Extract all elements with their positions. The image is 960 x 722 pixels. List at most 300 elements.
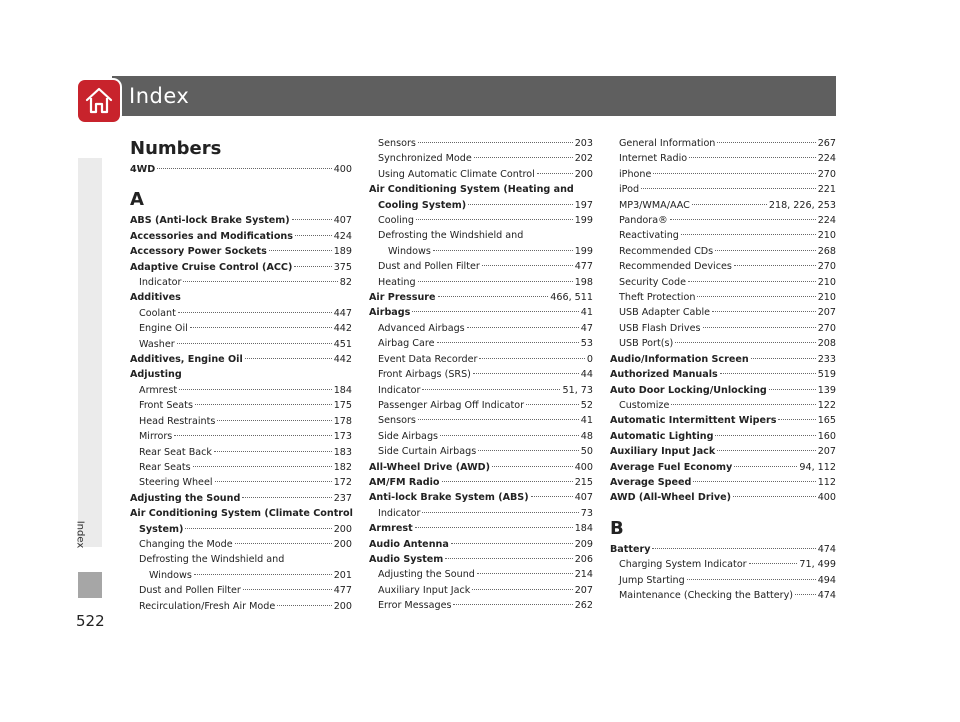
index-entry[interactable]: [610, 444, 836, 459]
entry-term: Indicator: [378, 384, 421, 396]
entry-term: Airbags: [369, 307, 411, 319]
entry-term: iPod: [619, 184, 640, 196]
entry-page-ref[interactable]: 51, 73: [562, 384, 593, 396]
index-entry[interactable]: [369, 521, 593, 536]
dot-leader: [292, 219, 332, 220]
entry-term: Sensors: [378, 415, 416, 427]
dot-leader: [177, 343, 332, 344]
index-entry-heading: Defrosting the Windshield and: [139, 554, 285, 566]
dot-leader: [193, 466, 332, 467]
dot-leader: [433, 250, 573, 251]
dot-leader: [693, 481, 815, 482]
entry-page-ref[interactable]: 0: [586, 353, 593, 365]
dot-leader: [277, 605, 331, 606]
entry-term: Changing the Mode: [139, 538, 233, 550]
index-entry[interactable]: [130, 306, 352, 321]
entry-page-ref[interactable]: 183: [333, 446, 352, 458]
entry-term: Dust and Pollen Filter: [139, 585, 241, 597]
index-entry[interactable]: [369, 290, 593, 305]
entry-term: Authorized Manuals: [610, 369, 718, 381]
entry-page-ref[interactable]: 442: [333, 354, 352, 366]
entry-term: Security Code: [619, 276, 687, 288]
entry-term: Cooling: [378, 215, 414, 227]
entry-page-ref[interactable]: 494: [817, 574, 836, 586]
dot-leader: [653, 173, 815, 174]
home-icon: [83, 85, 115, 117]
entry-term: Airbag Care: [378, 338, 435, 350]
index-column-2: [369, 136, 593, 614]
entry-page-ref[interactable]: 466, 511: [550, 292, 593, 304]
entry-page-ref[interactable]: 407: [574, 492, 593, 504]
index-entry[interactable]: [369, 305, 593, 320]
index-entry-heading: Adjusting: [130, 369, 182, 381]
index-entry[interactable]: [610, 182, 836, 197]
entry-page-ref[interactable]: 474: [817, 589, 836, 601]
dot-leader: [652, 548, 815, 549]
entry-page-ref[interactable]: 400: [574, 461, 593, 473]
index-column-1: [130, 136, 352, 614]
index-entry[interactable]: [610, 352, 836, 367]
entry-page-ref[interactable]: 173: [333, 431, 352, 443]
index-entry[interactable]: [369, 506, 593, 521]
entry-page-ref[interactable]: 175: [333, 400, 352, 412]
entry-page-ref[interactable]: 203: [574, 138, 593, 149]
index-entry[interactable]: [130, 537, 352, 552]
index-entry[interactable]: [130, 162, 352, 177]
entry-page-ref[interactable]: 207: [817, 307, 836, 319]
index-entry[interactable]: [610, 213, 836, 228]
dot-leader: [734, 466, 797, 467]
entry-term: Average Fuel Economy: [610, 461, 733, 473]
index-entry[interactable]: [610, 383, 836, 398]
index-entry-heading: Additives: [130, 292, 181, 304]
index-entry[interactable]: [130, 383, 352, 398]
entry-term: General Information: [619, 138, 716, 149]
index-entry[interactable]: [369, 275, 593, 290]
index-entry[interactable]: [130, 244, 352, 259]
section-heading: Numbers: [130, 138, 222, 159]
entry-term: Anti-lock Brake System (ABS): [369, 492, 529, 504]
entry-page-ref[interactable]: 400: [333, 164, 352, 175]
dot-leader: [478, 450, 579, 451]
entry-page-ref[interactable]: 210: [817, 276, 836, 288]
dot-leader: [215, 481, 332, 482]
index-entry[interactable]: [130, 583, 352, 598]
entry-term: Automatic Lighting: [610, 430, 714, 442]
entry-page-ref[interactable]: 270: [817, 322, 836, 334]
entry-page-ref[interactable]: 199: [574, 215, 593, 227]
entry-page-ref[interactable]: 519: [817, 369, 836, 381]
entry-page-ref[interactable]: 207: [817, 446, 836, 458]
dot-leader: [749, 563, 798, 564]
entry-page-ref[interactable]: 182: [333, 461, 352, 473]
entry-term: Air Pressure: [369, 292, 436, 304]
dot-leader: [687, 579, 816, 580]
entry-page-ref[interactable]: 270: [817, 168, 836, 180]
entry-term: Sensors: [378, 138, 416, 149]
entry-page-ref[interactable]: 41: [580, 415, 593, 427]
entry-term: Theft Protection: [619, 292, 696, 304]
index-entry[interactable]: [610, 275, 836, 290]
index-entry[interactable]: [369, 259, 593, 274]
entry-term: Indicator: [378, 507, 421, 519]
entry-page-ref[interactable]: 270: [817, 261, 836, 273]
index-entry-heading: Air Conditioning System (Heating and: [369, 184, 574, 196]
dot-leader: [178, 312, 332, 313]
dot-leader: [717, 450, 815, 451]
dot-leader: [217, 420, 331, 421]
entry-term: Synchronized Mode: [378, 153, 472, 165]
dot-leader: [442, 481, 573, 482]
entry-term: Front Airbags (SRS): [378, 369, 471, 381]
dot-leader: [477, 573, 573, 574]
index-entry[interactable]: [610, 151, 836, 166]
index-entry[interactable]: [610, 542, 836, 557]
dot-leader: [445, 558, 572, 559]
index-entry[interactable]: [610, 167, 836, 182]
entry-term: Auxiliary Input Jack: [378, 584, 471, 596]
index-entry[interactable]: [130, 398, 352, 413]
entry-term: Accessories and Modifications: [130, 230, 293, 242]
dot-leader: [214, 451, 332, 452]
entry-page-ref[interactable]: 375: [333, 261, 352, 273]
entry-term: Windows: [149, 569, 192, 581]
entry-page-ref[interactable]: 184: [574, 523, 593, 535]
index-entry[interactable]: [130, 599, 352, 614]
entry-term: Audio/Information Screen: [610, 353, 749, 365]
index-entry[interactable]: [130, 522, 352, 537]
index-entry[interactable]: [610, 475, 836, 490]
index-entry[interactable]: [130, 275, 352, 290]
entry-page-ref[interactable]: 474: [817, 543, 836, 555]
dot-leader: [418, 281, 573, 282]
entry-page-ref[interactable]: 197: [574, 199, 593, 211]
entry-page-ref[interactable]: 477: [574, 261, 593, 273]
index-entry[interactable]: [130, 213, 352, 228]
index-entry[interactable]: [369, 413, 593, 428]
entry-page-ref[interactable]: 52: [580, 399, 593, 411]
entry-page-ref[interactable]: 400: [817, 492, 836, 504]
index-entry[interactable]: [369, 598, 593, 613]
entry-term: Windows: [388, 245, 431, 257]
index-entry[interactable]: [610, 367, 836, 382]
index-entry[interactable]: [369, 537, 593, 552]
entry-page-ref[interactable]: 178: [333, 415, 352, 427]
index-entry[interactable]: [369, 213, 593, 228]
index-entry[interactable]: [610, 398, 836, 413]
index-entry[interactable]: [610, 244, 836, 259]
index-entry[interactable]: [369, 490, 593, 505]
index-entry[interactable]: [369, 475, 593, 490]
index-entry[interactable]: [369, 167, 593, 182]
entry-page-ref[interactable]: 268: [817, 245, 836, 257]
index-entry[interactable]: [610, 321, 836, 336]
dot-leader: [295, 235, 332, 236]
entry-term: Rear Seats: [139, 461, 191, 473]
index-entry[interactable]: [610, 259, 836, 274]
home-button[interactable]: [78, 80, 120, 122]
entry-page-ref[interactable]: 198: [574, 276, 593, 288]
entry-page-ref[interactable]: 172: [333, 477, 352, 489]
entry-term: Charging System Indicator: [619, 559, 747, 571]
dot-leader: [717, 142, 815, 143]
dot-leader: [183, 281, 337, 282]
dot-leader: [438, 296, 549, 297]
index-entry[interactable]: [610, 198, 836, 213]
index-entry[interactable]: [369, 198, 593, 213]
index-entry[interactable]: [610, 336, 836, 351]
header-bar: [112, 76, 836, 116]
entry-term: Pandora®: [619, 215, 668, 227]
entry-page-ref[interactable]: 210: [817, 230, 836, 242]
entry-term: Rear Seat Back: [139, 446, 212, 458]
index-entry[interactable]: [369, 352, 593, 367]
entry-page-ref[interactable]: 139: [817, 384, 836, 396]
dot-leader: [422, 512, 578, 513]
dot-leader: [472, 589, 572, 590]
index-entry[interactable]: [369, 552, 593, 567]
index-entry[interactable]: [369, 151, 593, 166]
entry-page-ref[interactable]: 477: [333, 585, 352, 597]
entry-page-ref[interactable]: 407: [333, 215, 352, 227]
entry-page-ref[interactable]: 94, 112: [799, 461, 836, 473]
entry-page-ref[interactable]: 206: [574, 553, 593, 565]
entry-term: Head Restraints: [139, 415, 216, 427]
dot-leader: [715, 250, 816, 251]
dot-leader: [418, 142, 573, 143]
dot-leader: [185, 528, 331, 529]
side-marker: [78, 572, 102, 598]
entry-page-ref[interactable]: 224: [817, 153, 836, 165]
index-entry[interactable]: [610, 429, 836, 444]
dot-leader: [692, 204, 767, 205]
index-entry[interactable]: [369, 460, 593, 475]
entry-page-ref[interactable]: 237: [333, 492, 352, 504]
index-entry[interactable]: [369, 244, 593, 259]
index-entry[interactable]: [610, 228, 836, 243]
dot-leader: [412, 311, 578, 312]
index-entry[interactable]: [130, 429, 352, 444]
entry-term: Recirculation/Fresh Air Mode: [139, 600, 276, 612]
index-entry[interactable]: [130, 491, 352, 506]
index-entry[interactable]: [130, 229, 352, 244]
entry-page-ref[interactable]: 82: [339, 277, 352, 289]
dot-leader: [179, 389, 332, 390]
index-entry[interactable]: [369, 583, 593, 598]
entry-page-ref[interactable]: 71, 499: [799, 559, 836, 571]
dot-leader: [641, 188, 816, 189]
entry-term: All-Wheel Drive (AWD): [369, 461, 490, 473]
entry-term: Washer: [139, 338, 175, 350]
entry-page-ref[interactable]: 165: [817, 415, 836, 427]
dot-leader: [778, 419, 815, 420]
entry-page-ref[interactable]: 214: [574, 569, 593, 581]
index-entry[interactable]: [369, 321, 593, 336]
index-entry[interactable]: [610, 305, 836, 320]
entry-page-ref[interactable]: 48: [580, 430, 593, 442]
dot-leader: [733, 496, 816, 497]
entry-page-ref[interactable]: 215: [574, 476, 593, 488]
index-entry[interactable]: [369, 398, 593, 413]
entry-page-ref[interactable]: 47: [580, 322, 593, 334]
dot-leader: [479, 358, 584, 359]
entry-term: Jump Starting: [619, 574, 685, 586]
entry-page-ref[interactable]: 207: [574, 584, 593, 596]
dot-leader: [468, 204, 573, 205]
index-entry[interactable]: [130, 414, 352, 429]
entry-page-ref[interactable]: 122: [817, 399, 836, 411]
entry-term: Automatic Intermittent Wipers: [610, 415, 777, 427]
index-entry[interactable]: [369, 336, 593, 351]
entry-term: USB Adapter Cable: [619, 307, 711, 319]
dot-leader: [235, 543, 332, 544]
index-column-3: [610, 136, 836, 603]
index-entry-heading: Defrosting the Windshield and: [378, 230, 524, 242]
dot-leader: [671, 404, 815, 405]
dot-leader: [703, 327, 816, 328]
dot-leader: [670, 219, 816, 220]
entry-term: Dust and Pollen Filter: [378, 261, 480, 273]
dot-leader: [415, 527, 573, 528]
index-entry[interactable]: [130, 475, 352, 490]
entry-term: System): [139, 523, 184, 535]
entry-term: Adjusting the Sound: [378, 569, 475, 581]
entry-term: Auxiliary Input Jack: [610, 446, 716, 458]
entry-page-ref[interactable]: 209: [574, 538, 593, 550]
entry-term: Cooling System): [378, 199, 467, 211]
dot-leader: [675, 342, 815, 343]
index-side-tab[interactable]: [78, 158, 102, 547]
page-title: Index: [129, 84, 190, 108]
entry-page-ref[interactable]: 201: [333, 569, 352, 581]
entry-page-ref[interactable]: 218, 226, 253: [768, 199, 836, 211]
dot-leader: [195, 404, 332, 405]
entry-page-ref[interactable]: 199: [574, 245, 593, 257]
entry-page-ref[interactable]: 202: [574, 153, 593, 165]
entry-term: Additives, Engine Oil: [130, 354, 243, 366]
side-label-text: Index: [74, 520, 86, 549]
entry-term: Recommended Devices: [619, 261, 732, 273]
dot-leader: [157, 168, 331, 169]
entry-term: Heating: [378, 276, 416, 288]
index-entry[interactable]: [610, 573, 836, 588]
entry-page-ref[interactable]: 200: [333, 523, 352, 535]
index-entry[interactable]: [369, 429, 593, 444]
index-entry[interactable]: [610, 588, 836, 603]
entry-page-ref[interactable]: 267: [817, 138, 836, 149]
dot-leader: [734, 265, 816, 266]
dot-leader: [720, 373, 816, 374]
index-entry[interactable]: [610, 490, 836, 505]
index-entry[interactable]: [610, 460, 836, 475]
entry-page-ref[interactable]: 262: [574, 600, 593, 612]
dot-leader: [467, 327, 579, 328]
index-side-label: [74, 515, 100, 557]
dot-leader: [243, 589, 332, 590]
entry-term: AWD (All-Wheel Drive): [610, 492, 731, 504]
dot-leader: [492, 466, 573, 467]
dot-leader: [294, 266, 331, 267]
entry-page-ref[interactable]: 189: [333, 246, 352, 258]
entry-term: Indicator: [139, 277, 182, 289]
index-entry[interactable]: [610, 413, 836, 428]
entry-page-ref[interactable]: 50: [580, 446, 593, 458]
index-entry[interactable]: [369, 567, 593, 582]
index-entry[interactable]: [369, 136, 593, 151]
entry-page-ref[interactable]: 233: [817, 353, 836, 365]
entry-page-ref[interactable]: 160: [817, 430, 836, 442]
entry-page-ref[interactable]: 224: [817, 215, 836, 227]
entry-page-ref[interactable]: 424: [333, 230, 352, 242]
index-entry[interactable]: [610, 557, 836, 572]
entry-page-ref[interactable]: 210: [817, 292, 836, 304]
section-heading: A: [130, 189, 144, 211]
entry-page-ref[interactable]: 221: [817, 184, 836, 196]
index-entry[interactable]: [130, 260, 352, 275]
entry-page-ref[interactable]: 447: [333, 307, 352, 319]
entry-page-ref[interactable]: 208: [817, 338, 836, 350]
entry-page-ref[interactable]: 112: [817, 476, 836, 488]
dot-leader: [190, 327, 332, 328]
entry-page-ref[interactable]: 451: [333, 338, 352, 350]
index-entry[interactable]: [610, 136, 836, 151]
dot-leader: [422, 389, 560, 390]
dot-leader: [681, 234, 816, 235]
entry-page-ref[interactable]: 73: [580, 507, 593, 519]
index-entry[interactable]: [369, 383, 593, 398]
index-entry[interactable]: [130, 321, 352, 336]
dot-leader: [242, 497, 331, 498]
entry-term: 4WD: [130, 164, 156, 175]
entry-page-ref[interactable]: 53: [580, 338, 593, 350]
dot-leader: [751, 358, 816, 359]
entry-term: Front Seats: [139, 400, 193, 412]
entry-page-ref[interactable]: 44: [580, 369, 593, 381]
index-entry[interactable]: [130, 337, 352, 352]
index-entry[interactable]: [130, 460, 352, 475]
entry-term: Using Automatic Climate Control: [378, 168, 535, 180]
entry-term: Event Data Recorder: [378, 353, 478, 365]
index-entry[interactable]: [130, 568, 352, 583]
entry-page-ref[interactable]: 41: [580, 307, 593, 319]
entry-page-ref[interactable]: 200: [574, 168, 593, 180]
entry-term: ABS (Anti-lock Brake System): [130, 215, 290, 227]
index-entry[interactable]: [369, 444, 593, 459]
entry-term: MP3/WMA/AAC: [619, 199, 690, 211]
index-entry[interactable]: [130, 352, 352, 367]
dot-leader: [474, 157, 573, 158]
entry-page-ref[interactable]: 184: [333, 384, 352, 396]
entry-page-ref[interactable]: 200: [333, 538, 352, 550]
entry-term: Coolant: [139, 307, 176, 319]
index-entry-heading: Air Conditioning System (Climate Control: [130, 508, 353, 520]
entry-term: Error Messages: [378, 600, 452, 612]
entry-term: Battery: [610, 543, 651, 555]
entry-term: iPhone: [619, 168, 652, 180]
entry-page-ref[interactable]: 200: [333, 600, 352, 612]
dot-leader: [537, 173, 573, 174]
dot-leader: [689, 157, 816, 158]
entry-term: Audio System: [369, 553, 444, 565]
dot-leader: [688, 281, 816, 282]
index-entry[interactable]: [610, 290, 836, 305]
entry-term: USB Flash Drives: [619, 322, 701, 334]
index-entry[interactable]: [130, 445, 352, 460]
dot-leader: [482, 265, 573, 266]
entry-term: Armrest: [369, 523, 413, 535]
index-entry[interactable]: [369, 367, 593, 382]
entry-page-ref[interactable]: 442: [333, 323, 352, 335]
